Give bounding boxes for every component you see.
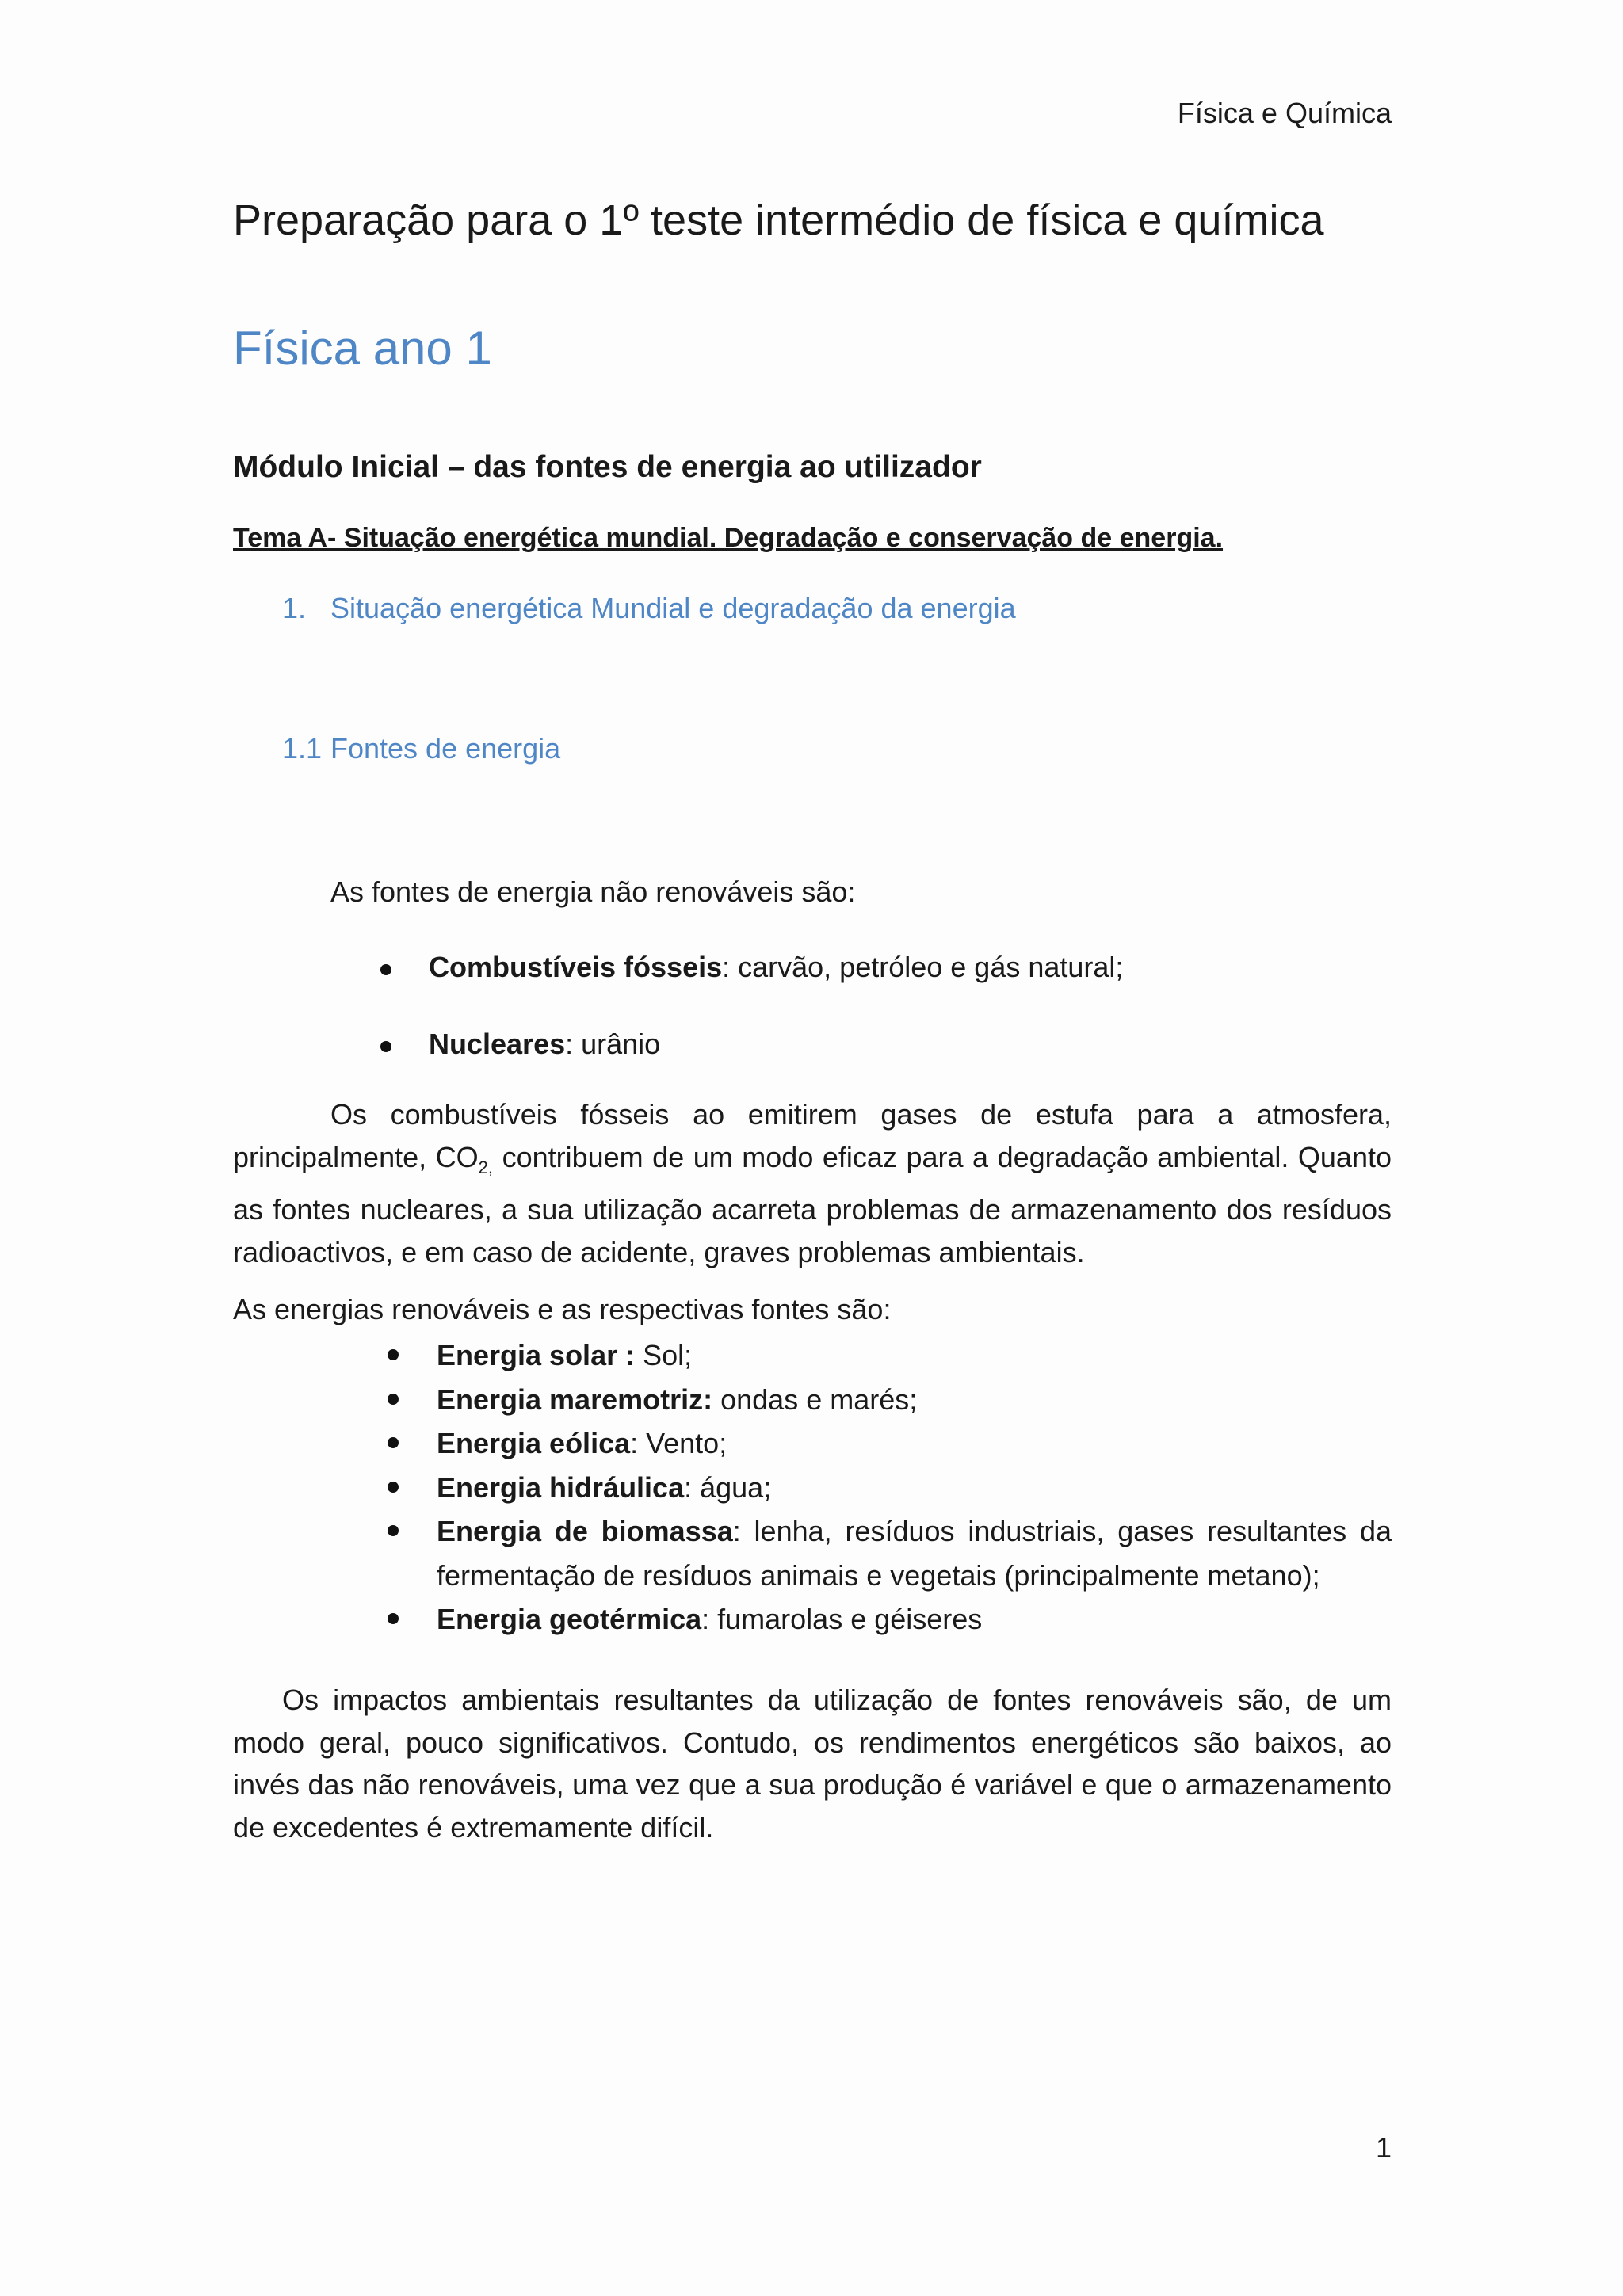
item-term: Nucleares <box>429 1028 566 1060</box>
list-item <box>437 1378 1392 1422</box>
paragraph-renewable-impacts: Os impactos ambientais resultantes da utilização de fontes renováveis são, de um modo geral, pouco significativos. Contudo, os rendimentos energéticos são baixos, ao invés das não renováveis, uma vez que a sua produção é variável e que o armazenamento de excedentes é extremamente difícil. <box>233 1684 1392 1844</box>
item-term: Combustíveis fósseis <box>429 951 723 983</box>
document-title: Preparação para o 1º teste intermédio de física e química <box>233 196 1324 244</box>
item-term: Energia geotérmica <box>437 1603 702 1635</box>
renewable-list <box>437 1333 1392 1642</box>
item-term: Energia de biomassa <box>437 1515 733 1547</box>
item-desc: : lenha, resíduos industriais, gases resultantes da fermentação de resíduos animais e vegetais (principalmente metano); <box>437 1515 1392 1592</box>
item-desc: : fumarolas e géiseres <box>701 1603 983 1635</box>
page-number: 1 <box>1375 2131 1392 2164</box>
heading-level-3: Tema A- Situação energética mundial. Degradação e conservação de energia. <box>233 523 1224 553</box>
co2-subscript: 2, <box>478 1157 494 1177</box>
bullet-icon <box>388 1394 399 1405</box>
list-item <box>437 1509 1392 1597</box>
list-item <box>437 1597 1392 1642</box>
bullet-icon <box>388 1437 399 1448</box>
non-renewable-item <box>429 951 1123 984</box>
paragraph-fossil-nuclear <box>233 1093 1392 1273</box>
section-1-1-number: 1.1 <box>282 732 323 765</box>
list-item <box>437 1333 1392 1378</box>
heading-level-1: Física ano 1 <box>233 322 492 375</box>
item-term: Energia solar : <box>437 1339 636 1371</box>
non-renewable-intro: As fontes de energia não renováveis são: <box>330 875 856 908</box>
list-item <box>437 1421 1392 1466</box>
item-desc: : carvão, petróleo e gás natural; <box>722 951 1124 983</box>
section-1-number: 1. <box>282 592 307 624</box>
item-desc: Sol; <box>635 1339 693 1371</box>
paragraph-text: contribuem de um modo eficaz para a degradação ambiental. Quanto as fontes nucleares, a sua utilização acarreta problemas de armazenamento dos resíduos radioactivos, e em caso de acidente, graves problemas ambientais. <box>233 1140 1392 1268</box>
bullet-icon <box>388 1482 399 1493</box>
bullet-icon <box>388 1613 399 1624</box>
list-item <box>437 1466 1392 1510</box>
bullet-icon <box>388 1525 399 1536</box>
bullet-icon <box>380 964 391 975</box>
item-desc: : Vento; <box>630 1427 727 1459</box>
item-term: Energia maremotriz: <box>437 1383 713 1416</box>
item-term: Energia hidráulica <box>437 1470 685 1504</box>
paragraph-text: Os combustíveis fósseis ao emitirem gases de estufa para a atmosfera, principalmente, CO <box>233 1098 1392 1173</box>
item-desc: ondas e marés; <box>712 1383 918 1416</box>
page-header: Física e Química <box>1177 97 1392 129</box>
heading-level-2: Módulo Inicial – das fontes de energia ao utilizador <box>233 450 982 484</box>
bullet-icon <box>388 1349 399 1360</box>
section-1-title: Situação energética Mundial e degradação da energia <box>330 592 1016 624</box>
item-desc: : água; <box>684 1470 772 1504</box>
section-1-1-title: Fontes de energia <box>330 732 561 765</box>
item-term: Energia eólica <box>437 1427 631 1459</box>
non-renewable-item <box>429 1028 660 1061</box>
item-desc: : urânio <box>565 1028 661 1060</box>
renewable-intro: As energias renováveis e as respectivas fontes são: <box>233 1293 892 1325</box>
bullet-icon <box>380 1041 391 1052</box>
